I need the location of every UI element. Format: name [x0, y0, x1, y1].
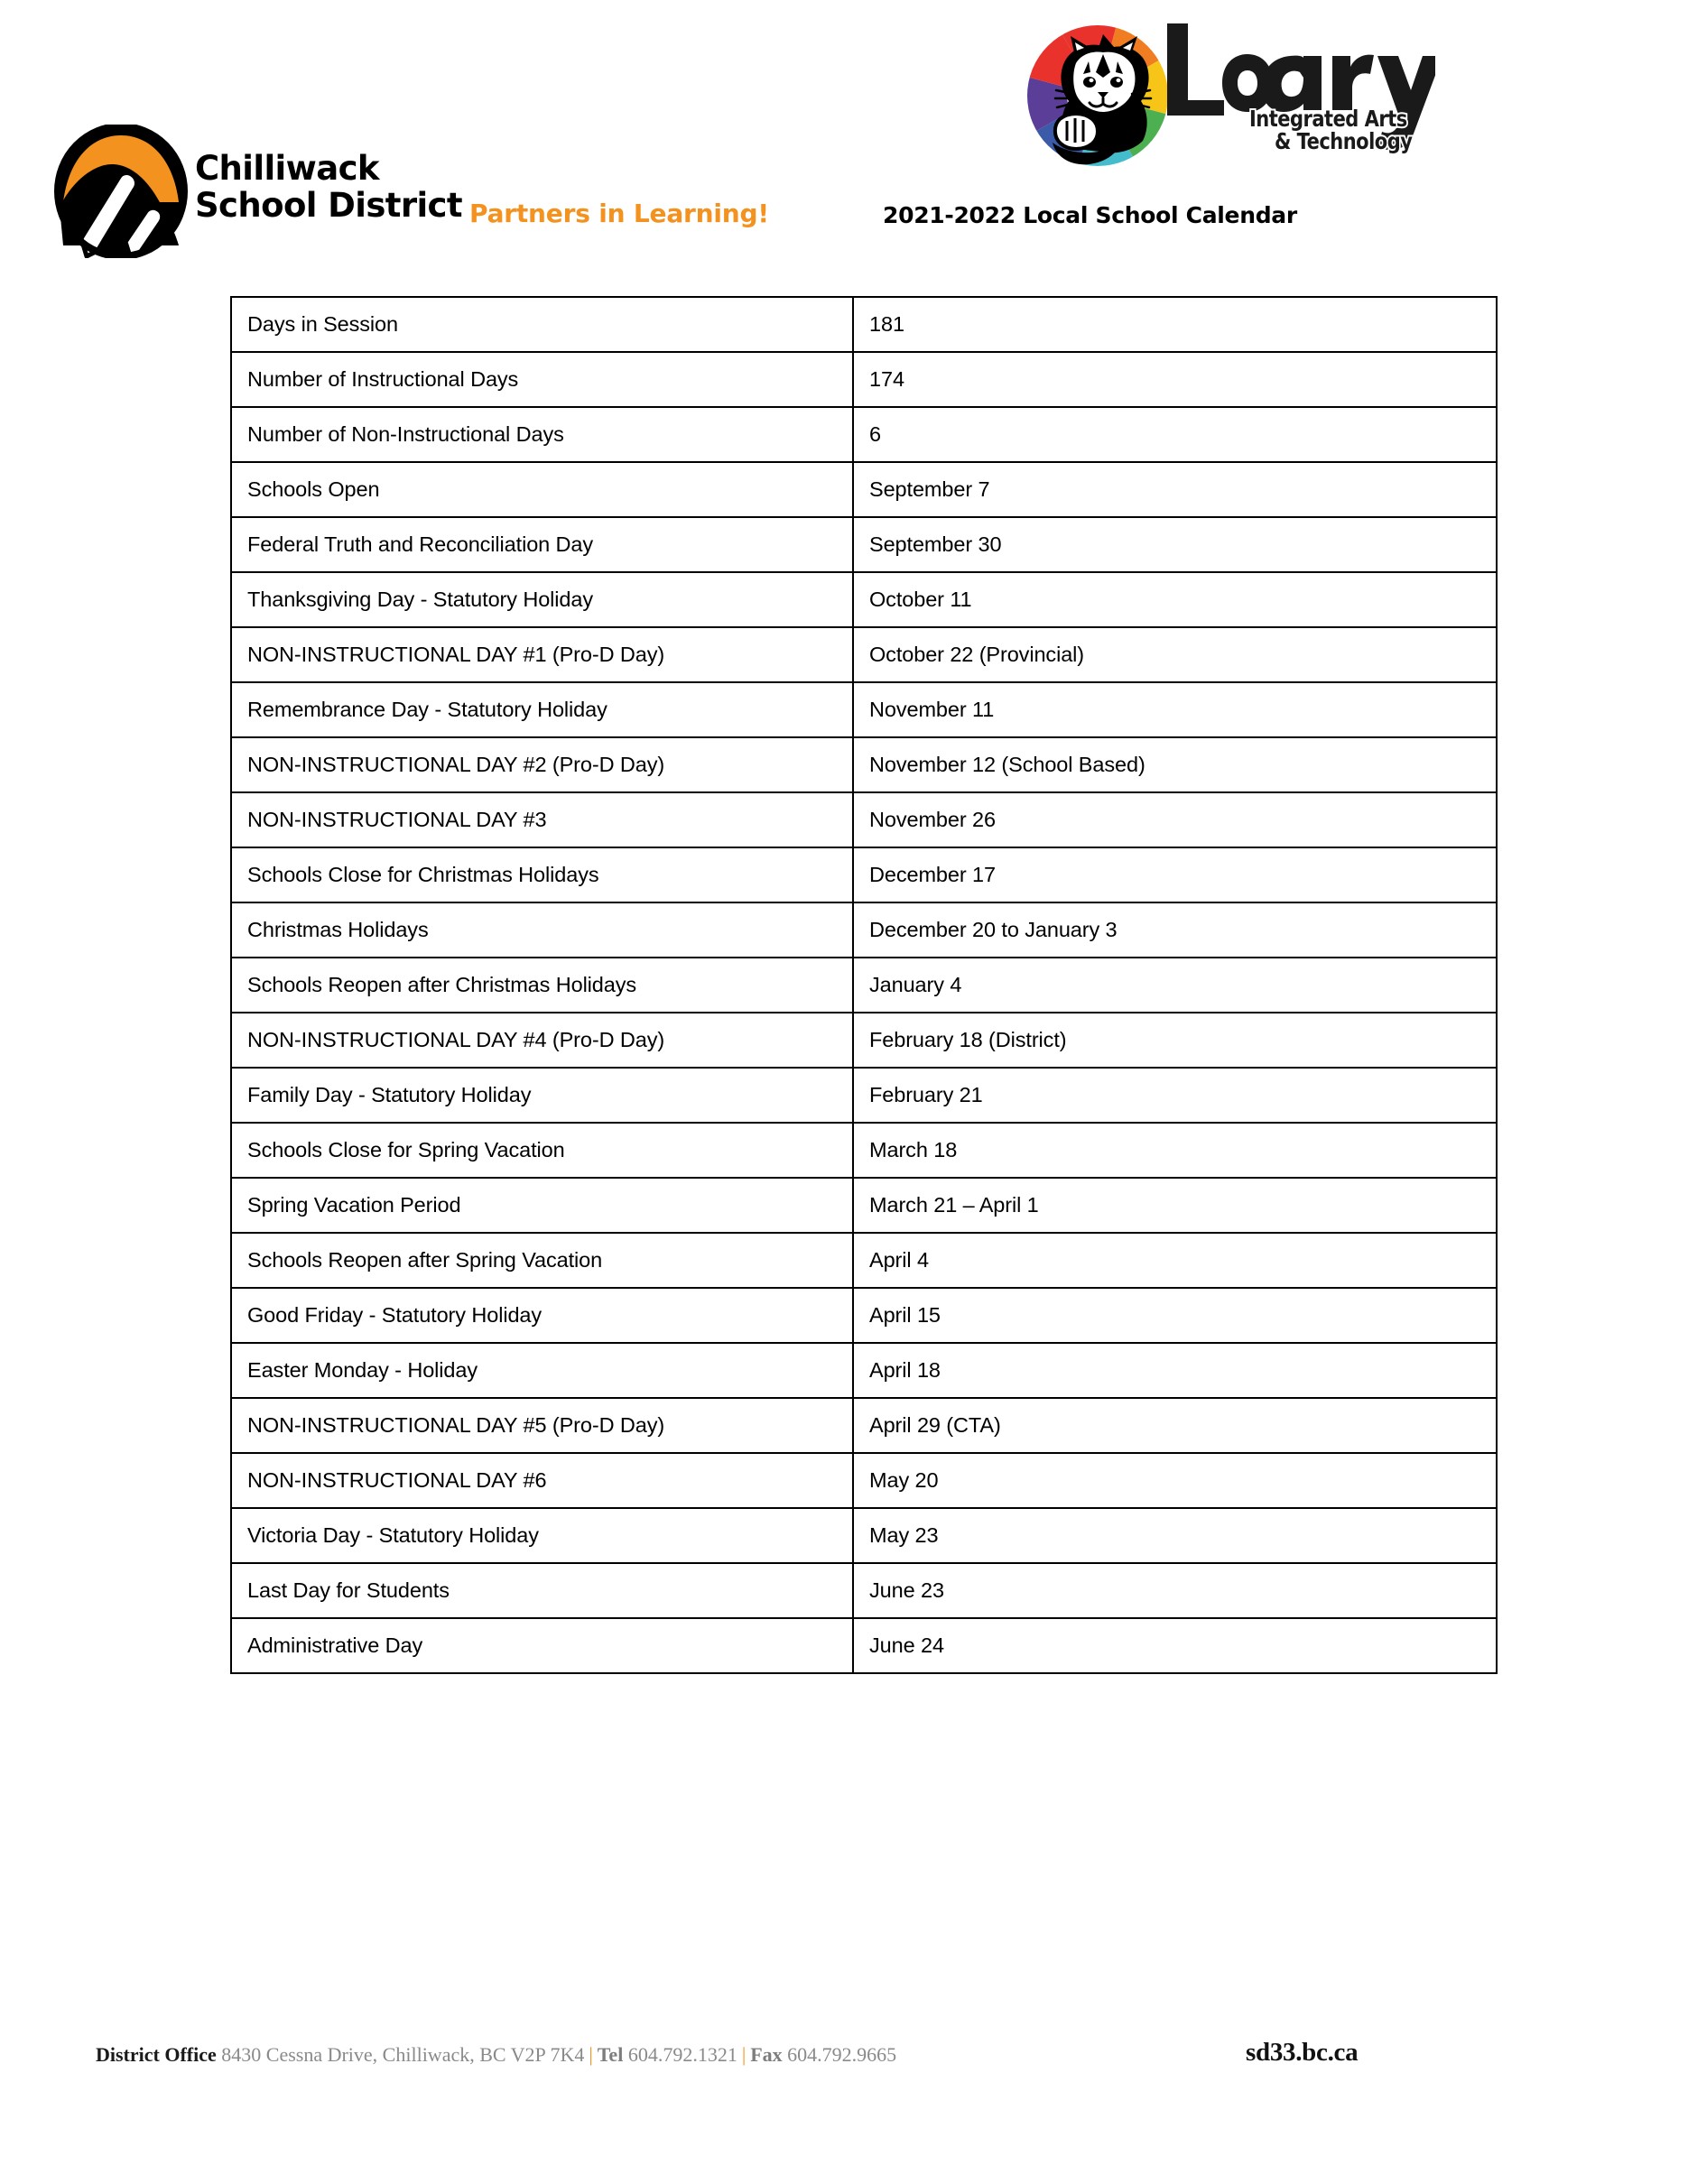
table-row [231, 407, 1497, 462]
footer-address: 8430 Cessna Drive, Chilliwack, BC V2P 7K4 [221, 2043, 585, 2066]
calendar-event-label: Good Friday - Statutory Holiday [231, 1288, 853, 1343]
page-title: 2021-2022 Local School Calendar [883, 202, 1297, 228]
table-row [231, 517, 1497, 572]
calendar-event-label: NON-INSTRUCTIONAL DAY #1 (Pro-D Day) [231, 627, 853, 682]
footer-contact-line [96, 2041, 896, 2068]
district-wordmark-line-2: School District [195, 185, 462, 225]
calendar-event-value: June 23 [853, 1563, 1497, 1618]
calendar-event-value: April 15 [853, 1288, 1497, 1343]
table-row [231, 847, 1497, 902]
calendar-event-value: January 4 [853, 958, 1497, 1013]
footer-tel-number: 604.792.1321 [627, 2043, 737, 2066]
table-row [231, 737, 1497, 792]
calendar-event-value: May 20 [853, 1453, 1497, 1508]
calendar-event-value: October 11 [853, 572, 1497, 627]
table-row [231, 1123, 1497, 1178]
calendar-event-value: February 18 (District) [853, 1013, 1497, 1068]
calendar-event-value: November 12 (School Based) [853, 737, 1497, 792]
calendar-event-value: 181 [853, 297, 1497, 352]
table-row [231, 1453, 1497, 1508]
page-header [0, 0, 1688, 271]
table-row [231, 1178, 1497, 1233]
calendar-event-value: April 29 (CTA) [853, 1398, 1497, 1453]
calendar-event-value: March 21 – April 1 [853, 1178, 1497, 1233]
chilliwack-mountain-logo-icon [52, 125, 190, 258]
calendar-event-label: Last Day for Students [231, 1563, 853, 1618]
table-row [231, 1563, 1497, 1618]
table-row [231, 682, 1497, 737]
calendar-event-label: NON-INSTRUCTIONAL DAY #2 (Pro-D Day) [231, 737, 853, 792]
calendar-event-label: Schools Close for Christmas Holidays [231, 847, 853, 902]
calendar-table-container [230, 296, 1461, 1674]
svg-text:Integrated Arts: Integrated Arts [1249, 106, 1407, 133]
table-row [231, 627, 1497, 682]
page-footer [0, 2038, 1688, 2096]
table-row [231, 1233, 1497, 1288]
calendar-event-label: Schools Reopen after Christmas Holidays [231, 958, 853, 1013]
table-row [231, 462, 1497, 517]
calendar-event-value: April 18 [853, 1343, 1497, 1398]
calendar-event-label: Days in Session [231, 297, 853, 352]
calendar-event-value: September 7 [853, 462, 1497, 517]
calendar-event-label: NON-INSTRUCTIONAL DAY #5 (Pro-D Day) [231, 1398, 853, 1453]
calendar-event-value: June 24 [853, 1618, 1497, 1673]
footer-separator-2: | [741, 2043, 747, 2066]
calendar-event-value: March 18 [853, 1123, 1497, 1178]
district-wordmark-line-1: Chilliwack [195, 149, 379, 188]
district-wordmark [195, 149, 466, 225]
calendar-event-label: Number of Instructional Days [231, 352, 853, 407]
svg-text:& Technology: & Technology [1275, 129, 1413, 155]
table-row [231, 1068, 1497, 1123]
calendar-event-label: Number of Non-Instructional Days [231, 407, 853, 462]
calendar-event-value: November 26 [853, 792, 1497, 847]
calendar-event-label: Schools Reopen after Spring Vacation [231, 1233, 853, 1288]
table-row [231, 1618, 1497, 1673]
footer-office-label: District Office [96, 2043, 217, 2066]
footer-separator-1: | [589, 2043, 593, 2066]
calendar-event-label: Victoria Day - Statutory Holiday [231, 1508, 853, 1563]
calendar-event-label: Federal Truth and Reconciliation Day [231, 517, 853, 572]
calendar-event-label: Schools Open [231, 462, 853, 517]
footer-fax-number: 604.792.9665 [787, 2043, 897, 2066]
calendar-event-value: May 23 [853, 1508, 1497, 1563]
calendar-event-label: Remembrance Day - Statutory Holiday [231, 682, 853, 737]
calendar-event-label: Schools Close for Spring Vacation [231, 1123, 853, 1178]
calendar-event-value: 174 [853, 352, 1497, 407]
table-row [231, 1508, 1497, 1563]
calendar-event-value: September 30 [853, 517, 1497, 572]
table-row [231, 1288, 1497, 1343]
district-tagline: Partners in Learning! [469, 199, 769, 228]
table-row [231, 792, 1497, 847]
calendar-event-value: October 22 (Provincial) [853, 627, 1497, 682]
calendar-event-label: Administrative Day [231, 1618, 853, 1673]
calendar-event-label: Family Day - Statutory Holiday [231, 1068, 853, 1123]
calendar-event-value: 6 [853, 407, 1497, 462]
footer-tel-label: Tel [597, 2043, 624, 2066]
table-row [231, 297, 1497, 352]
calendar-event-value: December 17 [853, 847, 1497, 902]
table-row [231, 902, 1497, 958]
calendar-event-label: NON-INSTRUCTIONAL DAY #4 (Pro-D Day) [231, 1013, 853, 1068]
calendar-event-value: December 20 to January 3 [853, 902, 1497, 958]
calendar-event-label: Easter Monday - Holiday [231, 1343, 853, 1398]
calendar-event-label: Spring Vacation Period [231, 1178, 853, 1233]
calendar-event-label: Thanksgiving Day - Statutory Holiday [231, 572, 853, 627]
calendar-event-label: Christmas Holidays [231, 902, 853, 958]
school-calendar-table [230, 296, 1498, 1674]
table-row [231, 958, 1497, 1013]
footer-fax-label: Fax [750, 2043, 783, 2066]
calendar-event-value: February 21 [853, 1068, 1497, 1123]
footer-website[interactable]: sd33.bc.ca [1246, 2038, 1359, 2067]
table-row [231, 1398, 1497, 1453]
calendar-event-label: NON-INSTRUCTIONAL DAY #3 [231, 792, 853, 847]
table-row [231, 352, 1497, 407]
leary-cougar-rainbow-logo-icon [1020, 7, 1435, 184]
calendar-event-value: November 11 [853, 682, 1497, 737]
table-row [231, 572, 1497, 627]
table-row [231, 1343, 1497, 1398]
calendar-event-value: April 4 [853, 1233, 1497, 1288]
table-row [231, 1013, 1497, 1068]
calendar-event-label: NON-INSTRUCTIONAL DAY #6 [231, 1453, 853, 1508]
